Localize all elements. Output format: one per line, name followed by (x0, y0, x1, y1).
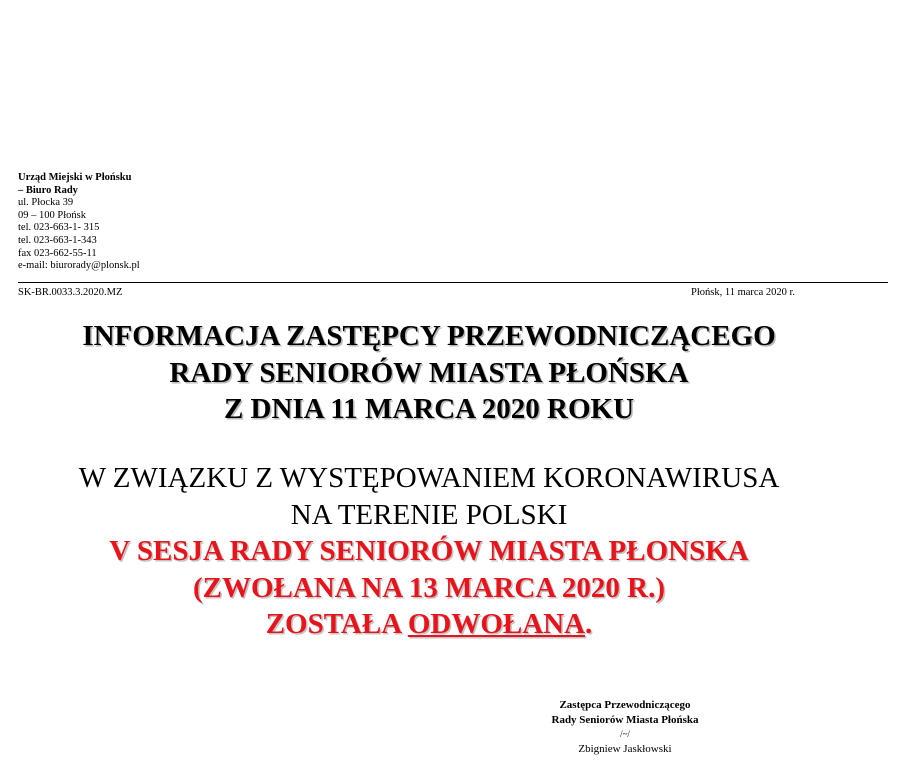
email-address: e-mail: biurorady@plonsk.pl (18, 260, 140, 272)
notice-line-1: W ZWIĄZKU Z WYSTĘPOWANIEM KORONAWIRUSA (78, 462, 780, 494)
notice-line-5 (0, 606, 858, 643)
cancellation-notice (0, 460, 858, 643)
place-date: Płońsk, 11 marca 2020 r. (691, 287, 796, 298)
notice-line-5-prefix: ZOSTAŁA (265, 608, 408, 640)
fax-number: fax 023-662-55-11 (18, 247, 97, 259)
signatory-title-2: Rady Seniorów Miasta Płońska (551, 713, 699, 726)
heading-line-1: INFORMACJA ZASTĘPCY PRZEWODNICZĄCEGO (82, 320, 776, 352)
signature-mark: /~/ (620, 729, 630, 739)
signatory-title-1: Zastępca Przewodniczącego (559, 699, 691, 711)
street-address: ul. Płocka 39 (18, 197, 74, 209)
phone-2: tel. 023-663-1-343 (18, 234, 97, 246)
notice-line-3: V SESJA RADY SENIORÓW MIASTA PŁONSKA (109, 535, 749, 567)
notice-line-4: (ZWOŁANA NA 13 MARCA 2020 R.) (192, 571, 666, 604)
postal-address: 09 – 100 Płońsk (18, 209, 86, 221)
heading-line-2: RADY SENIORÓW MIASTA PŁOŃSKA (169, 356, 689, 389)
document-heading (0, 318, 858, 428)
office-name: Urząd Miejski w Płońsku (18, 172, 132, 183)
letterhead (18, 172, 140, 273)
heading-line-3: Z DNIA 11 MARCA 2020 ROKU (223, 393, 635, 425)
cancelled-emphasis: ODWOŁANA (407, 608, 586, 640)
department-name: – Biuro Rady (18, 184, 78, 196)
signatory-name: Zbigniew Jaskłowski (578, 742, 672, 755)
notice-line-5-suffix: . (585, 608, 593, 640)
signature-block (505, 698, 745, 756)
reference-number: SK-BR.0033.3.2020.MZ (18, 287, 123, 298)
notice-line-2: NA TERENIE POLSKI (290, 498, 568, 531)
header-divider (18, 282, 888, 283)
phone-1: tel. 023-663-1- 315 (18, 222, 100, 234)
